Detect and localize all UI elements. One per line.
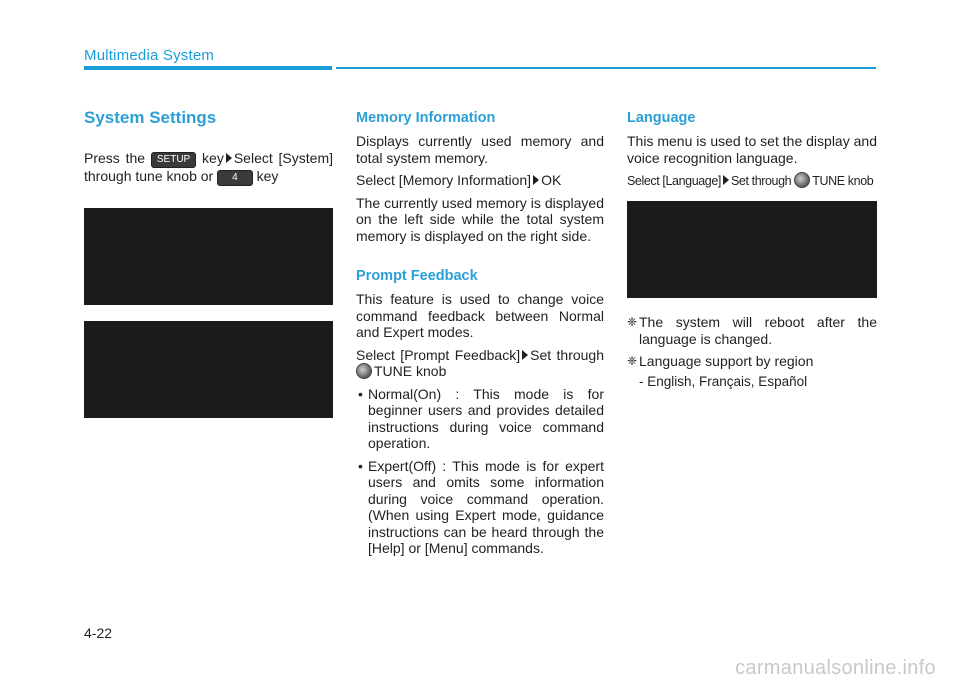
text-fragment: OK (541, 172, 562, 188)
page-number: 4-22 (84, 625, 113, 641)
text-fragment: Select [Memory Information] (356, 172, 532, 188)
note-icon: ❈ (627, 354, 638, 368)
text-fragment: English, Français, Español (647, 373, 808, 389)
list-item (356, 458, 604, 557)
arrow-right-icon (226, 153, 232, 163)
language-list (627, 374, 877, 389)
setup-key: SETUP (151, 152, 196, 168)
text-fragment: Normal(On) : This mode is for beginner users and provides detailed instructions during voice command operation. (368, 385, 604, 451)
section-title-memory-information: Memory Information (356, 110, 496, 126)
text-fragment: Set through (530, 346, 605, 363)
prompt-feedback-instruction (356, 347, 604, 380)
list-item (356, 386, 604, 452)
text-fragment: key (202, 150, 224, 166)
bullet-icon: • (358, 457, 363, 474)
section-title-language: Language (627, 110, 696, 126)
text-fragment: key (256, 168, 279, 184)
header-rule-thin (336, 67, 876, 69)
language-description: This menu is used to set the display and voice recognition language. (627, 133, 877, 166)
memory-info-instruction (356, 172, 604, 189)
section-title-system-settings: System Settings (84, 108, 217, 127)
arrow-right-icon (723, 175, 729, 185)
text-fragment: Press the (84, 150, 146, 166)
text-fragment: TUNE knob (374, 363, 447, 379)
section-title-prompt-feedback: Prompt Feedback (356, 268, 478, 284)
screen-image-2 (84, 321, 333, 418)
system-settings-instructions (84, 150, 333, 186)
text-fragment: The system will reboot after the language is changed. (639, 314, 877, 347)
text-fragment: Select [System] (233, 150, 334, 166)
text-fragment: Set through (730, 174, 792, 188)
text-fragment: Expert(Off) : This mode is for expert users and omits some information during voice command operation. (When using Expert mode, guidance instructions can be heard through the [Help] or [Menu] commands. (368, 457, 604, 556)
arrow-right-icon (522, 350, 528, 360)
screen-image-3 (627, 201, 877, 298)
text-fragment: TUNE knob (812, 174, 874, 188)
text-fragment: Language support by region (639, 353, 814, 369)
note-icon: ❈ (627, 315, 638, 329)
column-language (627, 104, 877, 389)
language-instruction (627, 172, 877, 189)
tune-knob-icon (794, 172, 810, 188)
memory-info-description: Displays currently used memory and total system memory. (356, 133, 604, 166)
text-fragment: through tune knob or (84, 168, 214, 184)
prompt-feedback-description: This feature is used to change voice command feedback between Normal and Expert modes. (356, 291, 604, 340)
text-fragment: Select [Prompt Feedback] (356, 346, 521, 363)
text-fragment: Select [Language] (627, 174, 721, 188)
screen-image-1 (84, 208, 333, 305)
key-4: 4 (217, 170, 253, 186)
dash-icon: - (639, 373, 644, 389)
column-memory-prompt (356, 104, 604, 563)
bullet-icon: • (358, 385, 363, 402)
column-system-settings (84, 104, 333, 434)
header-title: Multimedia System (84, 47, 215, 64)
tune-knob-icon (356, 363, 372, 379)
memory-info-detail: The currently used memory is displayed on the left side while the total system memory is displayed on the right side. (356, 194, 604, 244)
header-rule-thick (84, 66, 332, 70)
arrow-right-icon (533, 175, 539, 185)
watermark: carmanualsonline.info (735, 657, 936, 679)
prompt-feedback-modes (356, 386, 604, 557)
note-language-support (627, 353, 877, 370)
note-reboot (627, 314, 877, 347)
